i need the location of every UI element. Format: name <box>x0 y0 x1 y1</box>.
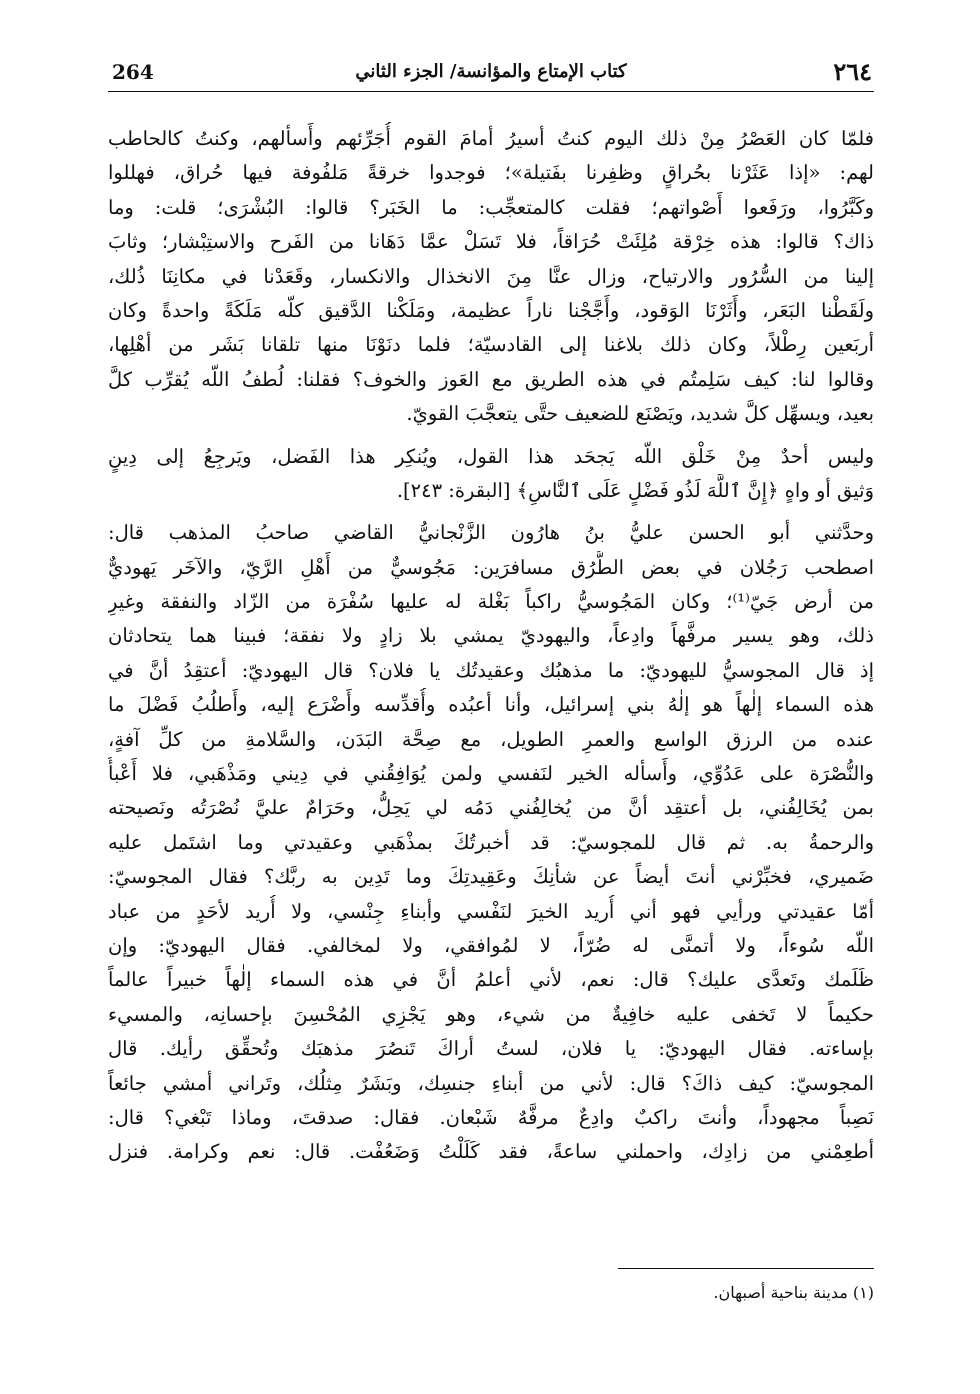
text-line: وكَبَّرُوا، ورَفَعوا أَصْواتهم؛ فقلت كالمتعجِّب: ما الخَبَر؟ قالوا: البُشْرَى؛ قلت: وما <box>108 195 874 219</box>
text-line: أطعِمْني من زادِك، واحملني ساعةً، فقد كَلَلْتُ وَضَعُفْت. قال: نعم وكرامة. فنزل <box>108 1140 874 1164</box>
page-header <box>108 55 874 92</box>
paragraph-3 <box>108 516 874 1169</box>
running-title: كتاب الإمتاع والمؤانسة/ الجزء الثاني <box>355 61 627 82</box>
text-line: وحدَّثني أبو الحسن عليُّ بنُ هارُون الزَّنْجانيُّ القاضي صاحبُ المذهب قال: <box>108 521 874 545</box>
text-line: ذاك؟ قالوا: هذه خِرْقة مُلِئَتْ حُرَاقاً، فلا تَسَلْ عمَّا دَهَانا من الفَرح والاستِبْشار؛ وثابَ <box>108 230 874 254</box>
text-line: لهم: «إذا عَثَرْنا بحُراقٍ وظفِرنا بفَتيلة»؛ فوجدوا خرقةً مَلفُوفة فيها حُراق، فهللوا <box>108 161 874 185</box>
text-line: بإساءته. فقال اليهوديّ: يا فلان، لستُ أراكَ تَنصُرَ مذهبَك وتُحقِّق رأيك. قال <box>108 1037 874 1061</box>
text-line: وقالوا لنا: كيف سَلِمتُم في هذه الطريق مع العَوز والخوف؟ فقلنا: لُطفُ اللّه يُقرِّب كلَّ <box>108 367 874 391</box>
text-line: اللّه سُوءاً، ولا أتمنَّى له ضُرّاً، لا لمُوافقي، ولا لمخالفي. فقال اليهوديّ: وإن <box>108 933 874 957</box>
paragraph-1 <box>108 122 874 432</box>
footnote-separator <box>618 1268 874 1269</box>
text-line: والنُّصْرَة على عَدُوِّي، وأَسأله الخير لنَفسي ولمن يُوَافِقُني في دِيني ومَذْهَبي، فلا أَعْبأُ <box>108 762 874 786</box>
text-line: هذه السماء إلٰهاً هو إلٰهُ بني إسرائيل، وأنا أعبُده وأُقدِّسه وأَضْرَع إليه، وأَطلُبُ فَضْلَ ما <box>108 693 874 717</box>
text-line: أربَعين رِطْلاً، وكان ذلك بلاغنا إلى القادسيّة؛ فلما دنَوْنَا منها تلقانا بَشَر من أهْلِها، <box>108 333 874 357</box>
text-line: ولَقَطْنا البَعَر، وأَثَرْنَا الوَقود، وأَجَّجْنا ناراً عظيمة، ومَلَكْنا الدَّقيق كلّه مَلَكَةً واحدةً وكان <box>108 298 874 322</box>
text-line: فلمّا كان العَصْرُ مِنْ ذلك اليوم كنتُ أسيرُ أمامَ القوم أُجَرِّئهم وأَسألهم، وكنتُ كالحاطب <box>108 127 874 150</box>
text-line: المجوسيّ: كيف ذاكَ؟ قال: لأني من أبناءِ جنسِك، وبَشَرٌ مِثلُك، وتَراني أمشي جائعاً <box>108 1071 874 1095</box>
text-line: ضَميري، فخبِّرْني أنتَ أيضاً عن شأنِكَ وعَقِيدتِكَ وما تَدِين به ربَّك؟ فقال المجوسيّ: <box>108 865 874 889</box>
text-line: والرحمةُ به. ثم قال للمجوسيّ: قد أخبرتُكَ بمذْهَبي وعقيدتي وما اشتَمل عليه <box>108 830 874 854</box>
text-line: بعيد، ويسهِّل كلَّ شديد، ويَصْنَع للضعيف حتَّى يتعجَّبَ القويّ. <box>406 402 874 426</box>
text-line: حكيماً لا تَخفى عليه خافِيةٌ من شيء، وهو يَجْزِي المُحْسِنَ بإحسانِه، والمسيء <box>108 1002 874 1026</box>
text-line: أمّا عقيدتي ورأيي فهو أني أُريد الخيرَ لنَفْسي وأبناءِ جِنْسي، ولا أُريد لأحَدٍ من عباد <box>108 899 874 923</box>
text-line: اصطحب رَجُلان في بعض الطُّرُق مسافرَين: مَجُوسيٌّ من أَهْلِ الرَّيّ، والآخَر يَهوديٌّ <box>108 555 874 579</box>
text-line: إلينا من السُّرُور والارتياح، وزال عنَّا مِنَ الانخذال والانكسار، وقَعَدْنا في مكانِنَا ذُلك، <box>108 264 874 288</box>
paragraph-2 <box>108 440 874 509</box>
text-line: إذ قال المجوسيُّ لليهوديّ: ما مذهبُك وعقيدتُك يا فلان؟ قال اليهوديّ: أعتقِدُ أنَّ في <box>108 658 874 682</box>
text-line: ظَلَمك وتَعدَّى عليك؟ قال: نعم، لأني أعلمُ أنَّ في هذه السماء إلٰهاً خبيراً عالماً <box>108 968 874 992</box>
text-line: من أرض جَيّ⁽¹⁾؛ وكان المَجُوسيُّ راكباً بَغْلة له عليها سُفْرَة من الزّاد والنفقة وغيرِ <box>108 590 874 614</box>
text-line: عنده من الرزق الواسع والعمرِ الطويل، مع صِحَّة البَدَن، والسَّلامةِ من كلِّ آفةٍ، <box>108 727 874 751</box>
text-line: ذلك، وهو يسير مرفَّهاً وادِعاً، واليهوديّ يمشي بلا زادٍ ولا نفقة؛ فبينا هما يتحادثان <box>108 624 874 648</box>
text-line: نَصِباً مجهوداً، وأنتَ راكبٌ وادِعٌ مرفَّهٌ شَبْعان. فقال: صدقتَ، وماذا تَبْغي؟ قال: <box>108 1105 874 1129</box>
text-line: بمن يُخَالِفُني، بل أعتقِد أنَّ من يُخالِفُني دَمُه لي يَحِلُّ، وحَرَامٌ عليَّ نُصْرَتُه ونَصيحته <box>108 796 874 820</box>
text-line: وَثيق أو واهٍ ﴿إِنَّ ٱللَّهَ لَذُو فَضْلٍ عَلَى ٱلنَّاسِ﴾ [البقرة: ٢٤٣]. <box>396 478 874 502</box>
page-number: 264 <box>112 60 154 84</box>
footnote: (١) مدينة بناحية أصبهان. <box>713 1283 874 1302</box>
page-number-arabic: ٢٦٤ <box>833 57 872 86</box>
text-line: وليس أحدٌ مِنْ خَلْق اللّه يَجحَد هذا القول، ويُنكِر هذا الفَضل، ويَرجِعُ إلى دِينٍ <box>108 444 874 468</box>
main-text <box>108 122 874 1170</box>
